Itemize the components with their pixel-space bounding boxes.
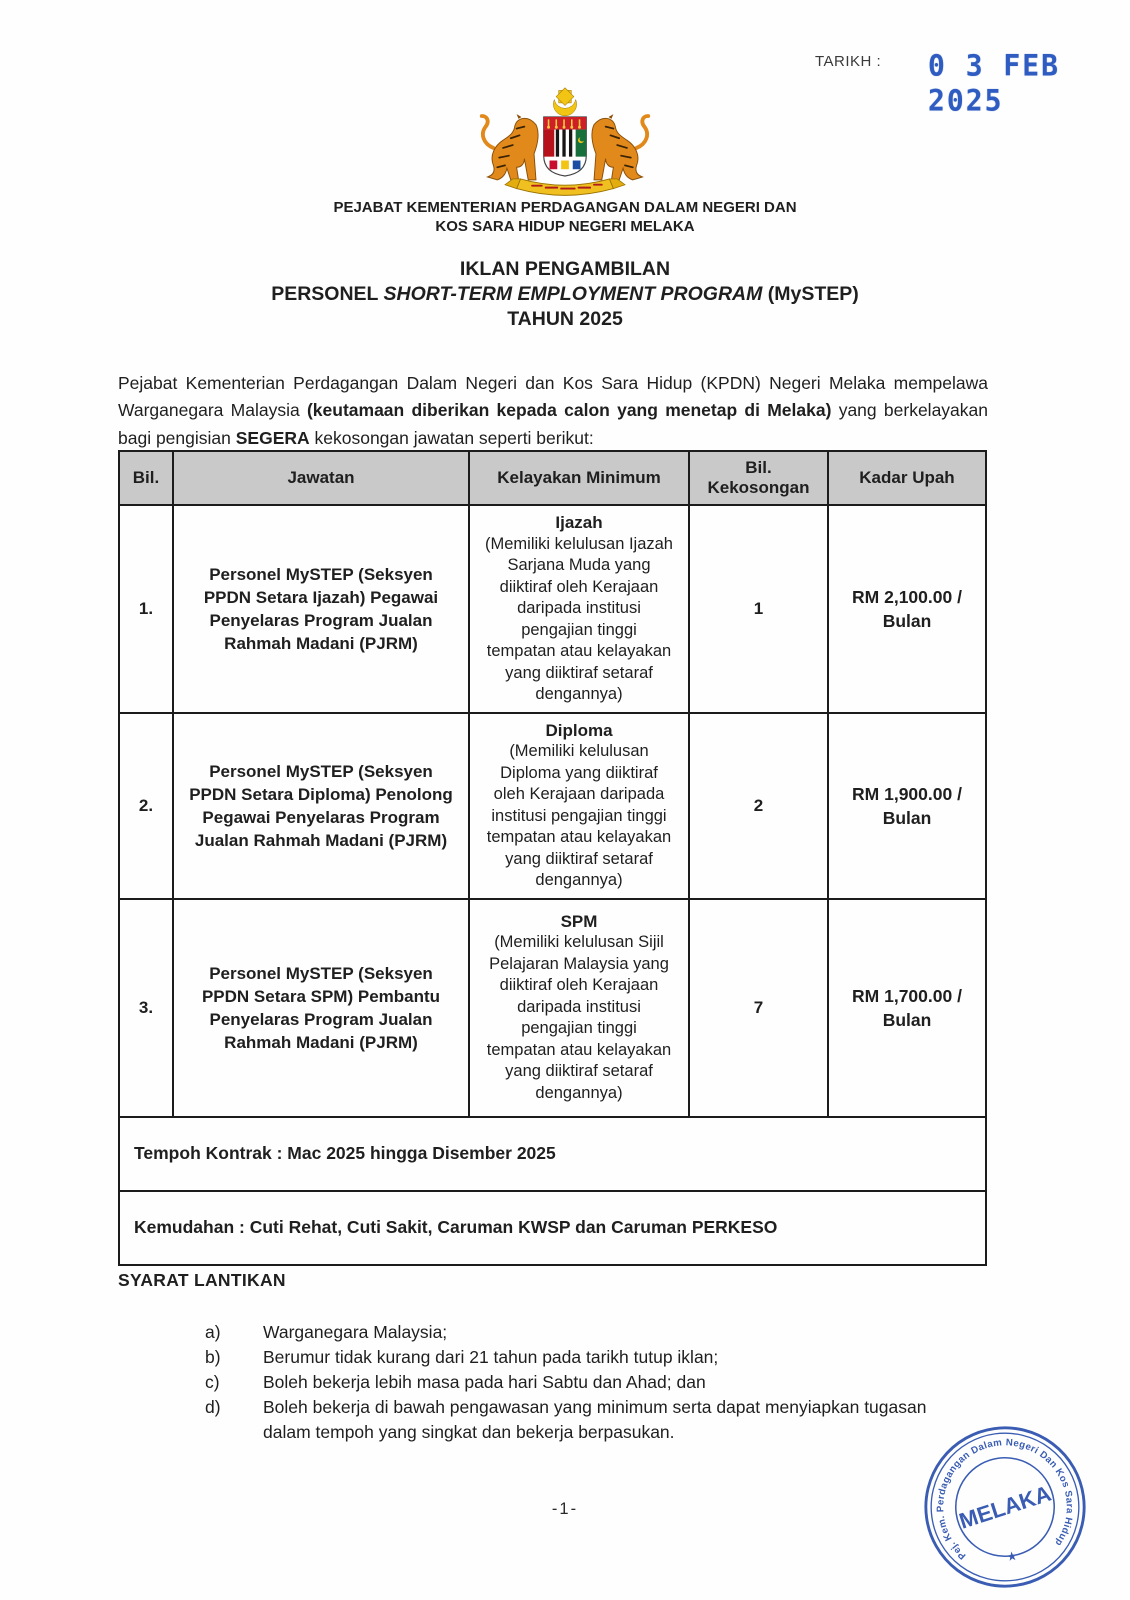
title-line2-suffix: (MySTEP) <box>762 283 859 305</box>
row2-kelayakan-title: Diploma <box>545 720 613 740</box>
title-line2-italic: SHORT-TERM EMPLOYMENT PROGRAM <box>383 283 763 305</box>
row3-kelayakan-detail: (Memiliki kelulusan Sijil Pelajaran Malaysia yang diiktiraf oleh Kerajaan daripada institusi pengajian tinggi tempatan atau kelayakan yang diiktiraf setaraf dengannya) <box>486 933 672 1102</box>
row2-jawatan: Personel MySTEP (Seksyen PPDN Setara Diploma) Penolong Pegawai Penyelaras Program Jualan Rahmah Madani (PJRM) <box>173 713 469 899</box>
header-kekosongan: Bil. Kekosongan <box>689 451 828 505</box>
title-line2-prefix: PERSONEL <box>271 283 384 305</box>
title-line3: TAHUN 2025 <box>507 308 623 330</box>
item-d-text: Boleh bekerja di bawah pengawasan yang minimum serta dapat menyiapkan tugasan dalam tempoh yang singkat dan bekerja berpasukan. <box>263 1397 927 1442</box>
date-ink-stamp: 0 3 FEB 2025 <box>928 48 1061 118</box>
header-kadar-upah: Kadar Upah <box>828 451 986 505</box>
malaysia-coat-of-arms-icon <box>468 86 662 206</box>
row1-bil: 1. <box>119 505 173 713</box>
row2-kelayakan <box>469 713 689 899</box>
list-item <box>205 1320 965 1345</box>
header-kelayakan: Kelayakan Minimum <box>469 451 689 505</box>
page-number: -1- <box>551 1500 579 1518</box>
row2-kekosongan: 2 <box>689 713 828 899</box>
row1-kelayakan-detail: (Memiliki kelulusan Ijazah Sarjana Muda yang diiktiraf oleh Kerajaan daripada institusi pengajian tinggi tempatan atau kelayakan yang diiktiraf setaraf dengannya) <box>485 534 673 703</box>
benefits-text: Kemudahan : Cuti Rehat, Cuti Sakit, Caruman KWSP dan Caruman PERKESO <box>119 1191 986 1265</box>
title-line2 <box>0 282 1130 307</box>
list-item <box>205 1395 965 1445</box>
table-row <box>119 899 986 1117</box>
row3-kelayakan <box>469 899 689 1117</box>
conditions-list <box>205 1320 965 1445</box>
item-d-label: d) <box>205 1397 221 1417</box>
intro-text3: kekosongan jawatan seperti berikut: <box>309 427 594 448</box>
benefits-row <box>119 1191 986 1265</box>
shield-icon <box>544 117 587 176</box>
page-title <box>0 257 1130 332</box>
motto-ribbon-icon <box>505 179 625 195</box>
row1-kelayakan-title: Ijazah <box>555 513 603 532</box>
tiger-left-icon <box>482 114 538 180</box>
stamp-ring-text: Pej. Kem. Perdagangan Dalam Negeri Dan Kos Sara Hidup <box>935 1437 1075 1562</box>
list-item <box>205 1370 965 1395</box>
tiger-right-icon <box>592 114 648 180</box>
vacancy-table <box>118 450 987 1266</box>
star-icon <box>556 88 574 106</box>
conditions-heading: SYARAT LANTIKAN <box>118 1270 286 1290</box>
item-a-label: a) <box>205 1322 221 1342</box>
header-jawatan: Jawatan <box>173 451 469 505</box>
row3-jawatan: Personel MySTEP (Seksyen PPDN Setara SPM) Pembantu Penyelaras Program Jualan Rahmah Madani (PJRM) <box>173 899 469 1117</box>
row3-kelayakan-title: SPM <box>560 911 598 931</box>
list-item <box>205 1345 965 1370</box>
intro-paragraph <box>118 370 988 453</box>
table-row <box>119 713 986 899</box>
row3-kekosongan: 7 <box>689 899 828 1117</box>
date-label: TARIKH : <box>815 53 882 70</box>
contract-period-text: Tempoh Kontrak : Mac 2025 hingga Disember 2025 <box>119 1117 986 1191</box>
office-name <box>0 198 1130 236</box>
item-b-label: b) <box>205 1347 221 1367</box>
stamp-center-text: MELAKA <box>956 1480 1055 1534</box>
row1-kelayakan <box>469 505 689 713</box>
row3-bil: 3. <box>119 899 173 1117</box>
row2-bil: 2. <box>119 713 173 899</box>
contract-period-row <box>119 1117 986 1191</box>
row2-kadar-upah: RM 1,900.00 / Bulan <box>828 713 986 899</box>
table-row <box>119 505 986 713</box>
row2-kelayakan-detail: (Memiliki kelulusan Diploma yang diiktiraf oleh Kerajaan daripada institusi pengajian tinggi tempatan atau kelayakan yang diiktiraf setaraf dengannya) <box>486 742 672 889</box>
intro-bold-priority: (keutamaan diberikan kepada calon yang menetap di Melaka) <box>306 400 832 420</box>
header-bil: Bil. <box>119 451 173 505</box>
intro-text: Pejabat Kementerian Perdagangan Dalam Negeri dan Kos Sara Hidup (KPDN) Negeri Melaka mempelawa Warganegara Malaysia <box>118 372 988 420</box>
item-c-label: c) <box>205 1372 220 1392</box>
row3-kadar-upah: RM 1,700.00 / Bulan <box>828 899 986 1117</box>
row1-kadar-upah: RM 2,100.00 / Bulan <box>828 505 986 713</box>
row1-jawatan: Personel MySTEP (Seksyen PPDN Setara Ijazah) Pegawai Penyelaras Program Jualan Rahmah Madani (PJRM) <box>173 505 469 713</box>
intro-bold-segera: SEGERA <box>235 427 310 448</box>
intro-text2: yang berkelayakan bagi pengisian <box>118 400 988 448</box>
item-c-text: Boleh bekerja lebih masa pada hari Sabtu dan Ahad; dan <box>263 1372 706 1392</box>
table-header-row <box>119 451 986 505</box>
office-name-line2: KOS SARA HIDUP NEGERI MELAKA <box>435 218 695 235</box>
item-a-text: Warganegara Malaysia; <box>263 1322 448 1342</box>
stamp-star-icon: ★ <box>1005 1548 1019 1565</box>
item-b-text: Berumur tidak kurang dari 21 tahun pada tarikh tutup iklan; <box>263 1347 719 1367</box>
title-line1: IKLAN PENGAMBILAN <box>459 258 671 280</box>
office-name-line1: PEJABAT KEMENTERIAN PERDAGANGAN DALAM NEGERI DAN <box>333 199 797 216</box>
row1-kekosongan: 1 <box>689 505 828 713</box>
office-round-stamp-icon <box>911 1413 1098 1600</box>
